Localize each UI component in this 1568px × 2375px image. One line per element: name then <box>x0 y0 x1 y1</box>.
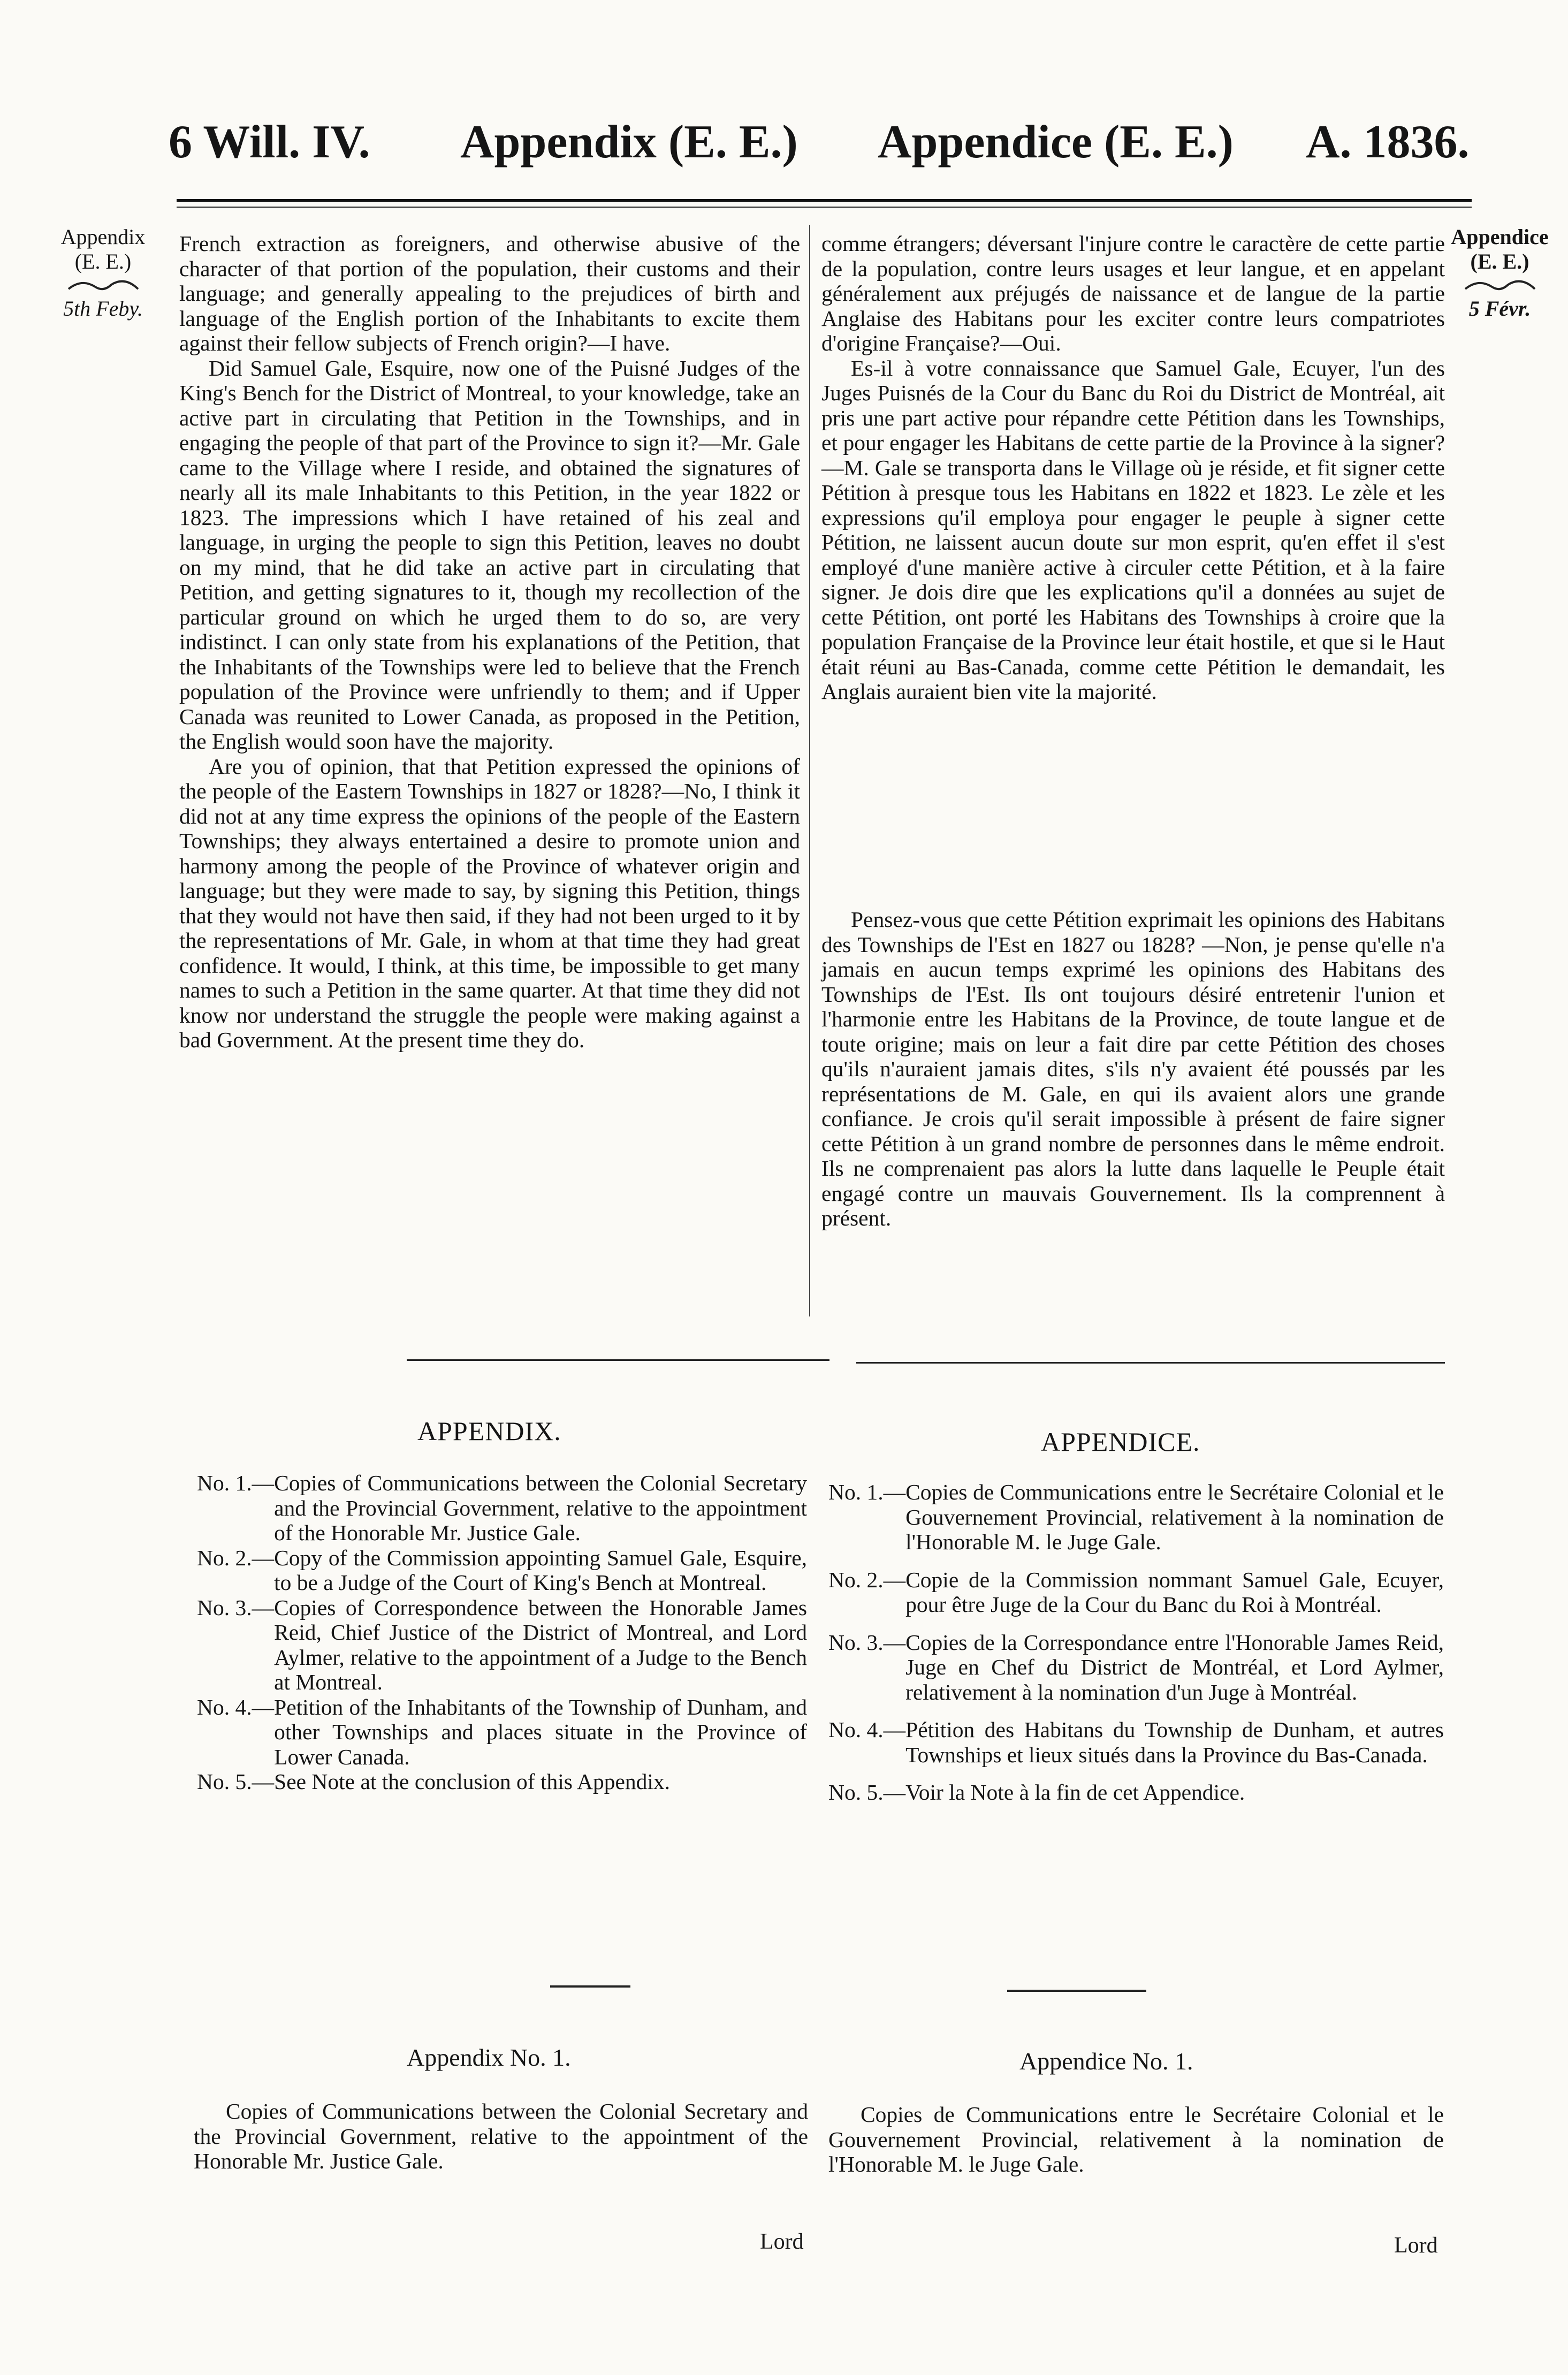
english-paragraph: French extraction as foreigners, and otherwise abusive of the character of that portion of the population, their customs and their language; and generally appealing to the prejudices of birth and language of the English portion of the Inhabitants to excite them against their fellow subjects of French origin?—I have. <box>179 231 800 355</box>
swash-ornament-icon <box>66 277 141 293</box>
ornamental-rule-en <box>550 1985 630 1988</box>
item-text: Pétition des Habitans du Township de Dunham, et autres Townships et lieux situés dans la Province du Bas-Canada. <box>905 1717 1444 1767</box>
list-item <box>828 1480 1444 1555</box>
list-item <box>197 1595 807 1695</box>
section-rule-fr <box>856 1362 1445 1364</box>
list-item <box>828 1780 1444 1805</box>
margin-note-left <box>45 225 161 321</box>
item-number: No. 3.— <box>828 1630 906 1655</box>
appendix-no1-title-en: Appendix No. 1. <box>407 2044 571 2071</box>
item-text: Voir la Note à la fin de cet Appendice. <box>905 1780 1245 1805</box>
item-text: Copy of the Commission appointing Samuel Gale, Esquire, to be a Judge of the Court of King's Bench at Montreal. <box>274 1545 807 1595</box>
appendix-no1-text-fr: Copies de Communications entre le Secrétaire Colonial et le Gouvernement Provincial, relativement à la nomination de l'Honorable M. le Juge Gale. <box>828 2102 1444 2176</box>
section-rule-en <box>407 1359 829 1361</box>
appendix-title-fr: APPENDICE. <box>1041 1427 1200 1457</box>
catchword-fr: Lord <box>1394 2233 1438 2258</box>
french-paragraph: comme étrangers; déversant l'injure contre le caractère de cette partie de la population, contre leurs usages et leur langue, et en appelant généralement aux préjugés de naissance et de langue de la partie Anglaise des Habitans pour les exciter contre leurs compatriotes d'origine Française?—Oui. <box>821 231 1445 355</box>
appendix-title-en: APPENDIX. <box>417 1416 561 1446</box>
margin-note-right-code: (E. E.) <box>1470 249 1529 273</box>
item-text: Copies de la Correspondance entre l'Honorable James Reid, Juge en Chef du District de Montréal, et Lord Aylmer, relativement à la nomination d'un Juge à Montréal. <box>905 1630 1444 1704</box>
header-rule-thick <box>177 199 1472 202</box>
item-number: No. 2.— <box>828 1567 906 1592</box>
item-text: See Note at the conclusion of this Appendix. <box>274 1769 671 1794</box>
item-text: Copies de Communications entre le Secrétaire Colonial et le Gouvernement Provincial, relativement à la nomination de l'Honorable M. le Juge Gale. <box>905 1480 1444 1554</box>
margin-note-left-date: 5th Feby. <box>63 296 143 321</box>
french-column <box>821 231 1445 704</box>
item-number: No. 5.— <box>197 1769 275 1794</box>
column-divider <box>809 225 810 1316</box>
french-column-continued <box>821 907 1445 1231</box>
list-item <box>197 1769 807 1794</box>
item-number: No. 4.— <box>197 1694 275 1719</box>
margin-note-left-label: Appendix <box>60 225 146 249</box>
item-number: No. 1.— <box>197 1471 275 1495</box>
list-item <box>197 1546 807 1595</box>
item-number: No. 4.— <box>828 1717 906 1742</box>
appendix-list-en <box>197 1471 807 1794</box>
header-appendix-fr: Appendice (E. E.) <box>878 116 1234 168</box>
english-paragraph: Did Samuel Gale, Esquire, now one of the Puisné Judges of the King's Bench for the District of Montreal, to your knowledge, take an active part in circulating that Petition in the Townships, and in engaging the people of that part of the Province to sign it?—Mr. Gale came to the Village where I reside, and obtained the signatures of nearly all its male Inhabitants to this Petition, in the year 1822 or 1823. The impressions which I have retained of his zeal and language, in urging the people to sign this Petition, leaves no doubt on my mind, that he did take an active part in circulating that Petition, and getting signatures to it, though my recollection of the particular ground on which he urged them to do so, are very indistinct. I can only state from his explanations of the Petition, that the Inhabitants of the Townships were led to believe that the French population of the Province were unfriendly to them; and if Upper Canada was reunited to Lower Canada, as proposed in the Petition, the English would soon have the majority. <box>179 355 800 753</box>
margin-note-left-code: (E. E.) <box>74 249 132 273</box>
item-text: Petition of the Inhabitants of the Township of Dunham, and other Townships and places situate in the Province of Lower Canada. <box>274 1694 807 1769</box>
item-text: Copies of Correspondence between the Honorable James Reid, Chief Justice of the District of Montreal, and Lord Aylmer, relative to the appointment of a Judge to the Bench at Montreal. <box>274 1595 807 1694</box>
catchword-en: Lord <box>760 2229 804 2254</box>
header-rule-thin <box>177 207 1472 208</box>
margin-note-right <box>1434 225 1565 321</box>
appendix-no1-title-fr: Appendice No. 1. <box>1019 2047 1193 2075</box>
list-item <box>828 1717 1444 1767</box>
list-item <box>197 1695 807 1770</box>
french-paragraph: Pensez-vous que cette Pétition exprimait les opinions des Habitans des Townships de l'Est en 1827 ou 1828? —Non, je pense qu'elle n'a jamais en aucun temps exprimé les opinions des Habitans des Townships de l'Est. Ils ont toujours désiré entretenir l'union et l'harmonie entre les Habitans de la Province, de toute langue et de toute origine; mais on leur a fait dire par cette Pétition des choses qu'ils n'auraient jamais dites, s'ils n'y avaient été poussés par les représentations de M. Gale, en qui ils avaient alors une grande confiance. Je crois qu'il serait impossible à présent de faire signer cette Pétition à un grand nombre de personnes dans le même endroit. Ils ne comprenaient pas alors la lutte dans laquelle le Peuple était engagé contre un mauvais Gouvernement. Ils la comprennent à présent. <box>821 907 1445 1230</box>
english-paragraph: Are you of opinion, that that Petition expressed the opinions of the people of the Eastern Townships in 1827 or 1828?—No, I think it did not at any time express the opinions of the people of the Eastern Townships; they always entertained a desire to promote union and harmony among the people of the Province of whatever origin and language; but they were made to say, by signing this Petition, things that they would not have then said, if they had not been urged to it by the representations of Mr. Gale, in whom at that time they had great confidence. It would, I think, at this time, be impossible to get many names to such a Petition in the same quarter. At that time they did not know nor understand the struggle the people were making against a bad Government. At the present time they do. <box>179 753 800 1052</box>
appendix-no1-text-en: Copies of Communications between the Colonial Secretary and the Provincial Government, relative to the appointment of the Honorable Mr. Justice Gale. <box>194 2099 808 2173</box>
french-paragraph: Es-il à votre connaissance que Samuel Gale, Ecuyer, l'un des Juges Puisnés de la Cour du Banc du Roi du District de Montréal, ait pris une part active pour répandre cette Pétition dans les Townships, et pour engager les Habitans de cette partie de la Province à la signer? —M. Gale se transporta dans le Village où je réside, et fit signer cette Pétition à presque tous les Habitans en 1822 et 1823. Le zèle et les expressions qu'il employa pour engager le peuple à signer cette Pétition, ne laissent aucun doute sur mon esprit, qu'en effet il s'est employé d'une manière active à circuler cette Pétition, et à la faire signer. Je dois dire que les explications qu'il a données au sujet de cette Pétition, ont porté les Habitans des Townships à croire que la population Française de la Province leur était hostile, et que si le Haut était réuni au Bas-Canada, comme cette Pétition le demandait, les Anglais auraient bien vite la majorité. <box>821 355 1445 704</box>
ornamental-rule-fr <box>1007 1990 1146 1992</box>
list-item <box>828 1567 1444 1617</box>
item-number: No. 3.— <box>197 1595 275 1620</box>
list-item <box>197 1471 807 1546</box>
header-session: 6 Will. IV. <box>169 116 370 168</box>
list-item <box>828 1630 1444 1705</box>
item-text: Copie de la Commission nommant Samuel Gale, Ecuyer, pour être Juge de la Cour du Banc du Roi à Montréal. <box>905 1567 1444 1617</box>
margin-note-right-label: Appendice <box>1451 225 1549 249</box>
margin-note-right-date: 5 Févr. <box>1468 296 1531 321</box>
swash-ornament-icon <box>1463 277 1537 293</box>
appendix-list-fr <box>828 1480 1444 1818</box>
item-text: Copies of Communications between the Colonial Secretary and the Provincial Government, relative to the appointment of the Honorable Mr. Justice Gale. <box>274 1471 807 1545</box>
header-appendix-en: Appendix (E. E.) <box>460 116 798 168</box>
english-column <box>179 231 800 1053</box>
item-number: No. 2.— <box>197 1545 275 1570</box>
item-number: No. 5.— <box>828 1780 906 1805</box>
header-year: A. 1836. <box>1306 116 1470 168</box>
item-number: No. 1.— <box>828 1480 906 1504</box>
